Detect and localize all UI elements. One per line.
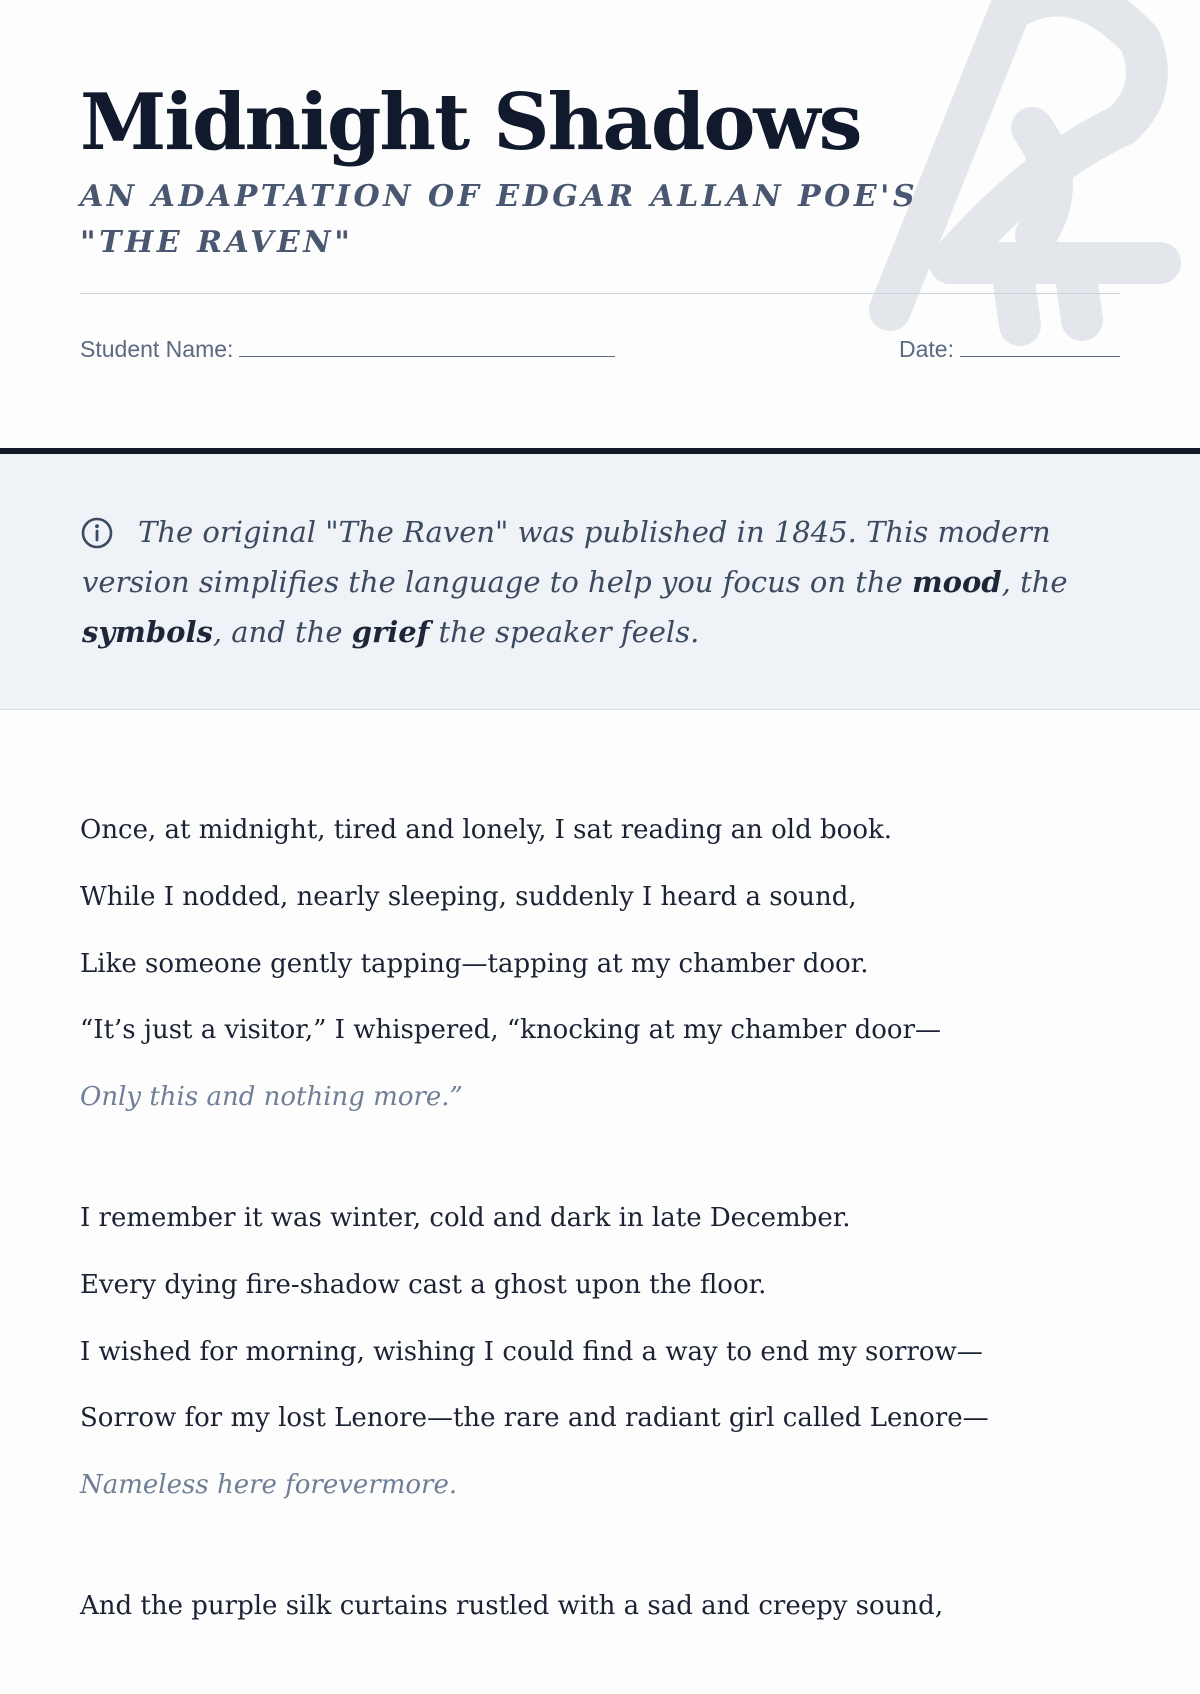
note-keyword-symbols: symbols [82, 615, 213, 649]
note-text-part: , the [1001, 565, 1068, 599]
poem-line: I wished for morning, wishing I could find a way to end my sorrow— [80, 1336, 983, 1367]
poem-refrain: Nameless here forevermore. [80, 1470, 458, 1501]
poem-line: Sorrow for my lost Lenore—the rare and radiant girl called Lenore— [80, 1403, 989, 1434]
poem-body [80, 797, 1120, 1694]
stanza [80, 1185, 1120, 1519]
poem-line: Once, at midnight, tired and lonely, I sat reading an old book. [80, 815, 892, 845]
stanza [80, 1573, 1120, 1640]
poem-line: While I nodded, nearly sleeping, suddenly I heard a sound, [80, 881, 857, 912]
student-name-label: Student Name: [80, 336, 234, 362]
date-field[interactable] [899, 336, 1120, 363]
student-name-field[interactable] [80, 336, 615, 363]
note-keyword-grief: grief [351, 615, 430, 649]
poem-line: “It’s just a visitor,” I whispered, “knocking at my chamber door— [80, 1015, 941, 1046]
note-text-part: , and the [212, 615, 352, 649]
poem-line: Like someone gently tapping—tapping at my chamber door. [80, 948, 869, 979]
student-info-row [80, 336, 1120, 366]
note-text-part: the speaker feels. [429, 615, 700, 649]
context-note-text [82, 507, 1082, 657]
poem-line: And the purple silk curtains rustled with a sad and creepy sound, [80, 1590, 944, 1621]
page-title: Midnight Shadows [80, 77, 861, 168]
date-blank[interactable] [960, 338, 1120, 357]
stanza [80, 797, 1120, 1131]
student-name-blank[interactable] [239, 338, 615, 357]
worksheet-header [0, 0, 1200, 448]
poem-line: Every dying fire-shadow cast a ghost upon the floor. [80, 1269, 767, 1300]
poem-refrain: Only this and nothing more.” [80, 1082, 463, 1113]
date-label: Date: [899, 336, 954, 362]
poem-line: I remember it was winter, cold and dark in late December. [80, 1202, 851, 1233]
note-text-part: The original "The Raven" was published in 1845. This modern version simplifies the language to help you focus on the [82, 515, 1051, 599]
page-subtitle: AN ADAPTATION OF EDGAR ALLAN POE'S "THE RAVEN" [80, 179, 918, 260]
note-keyword-mood: mood [911, 565, 1002, 599]
header-divider [80, 293, 1120, 294]
